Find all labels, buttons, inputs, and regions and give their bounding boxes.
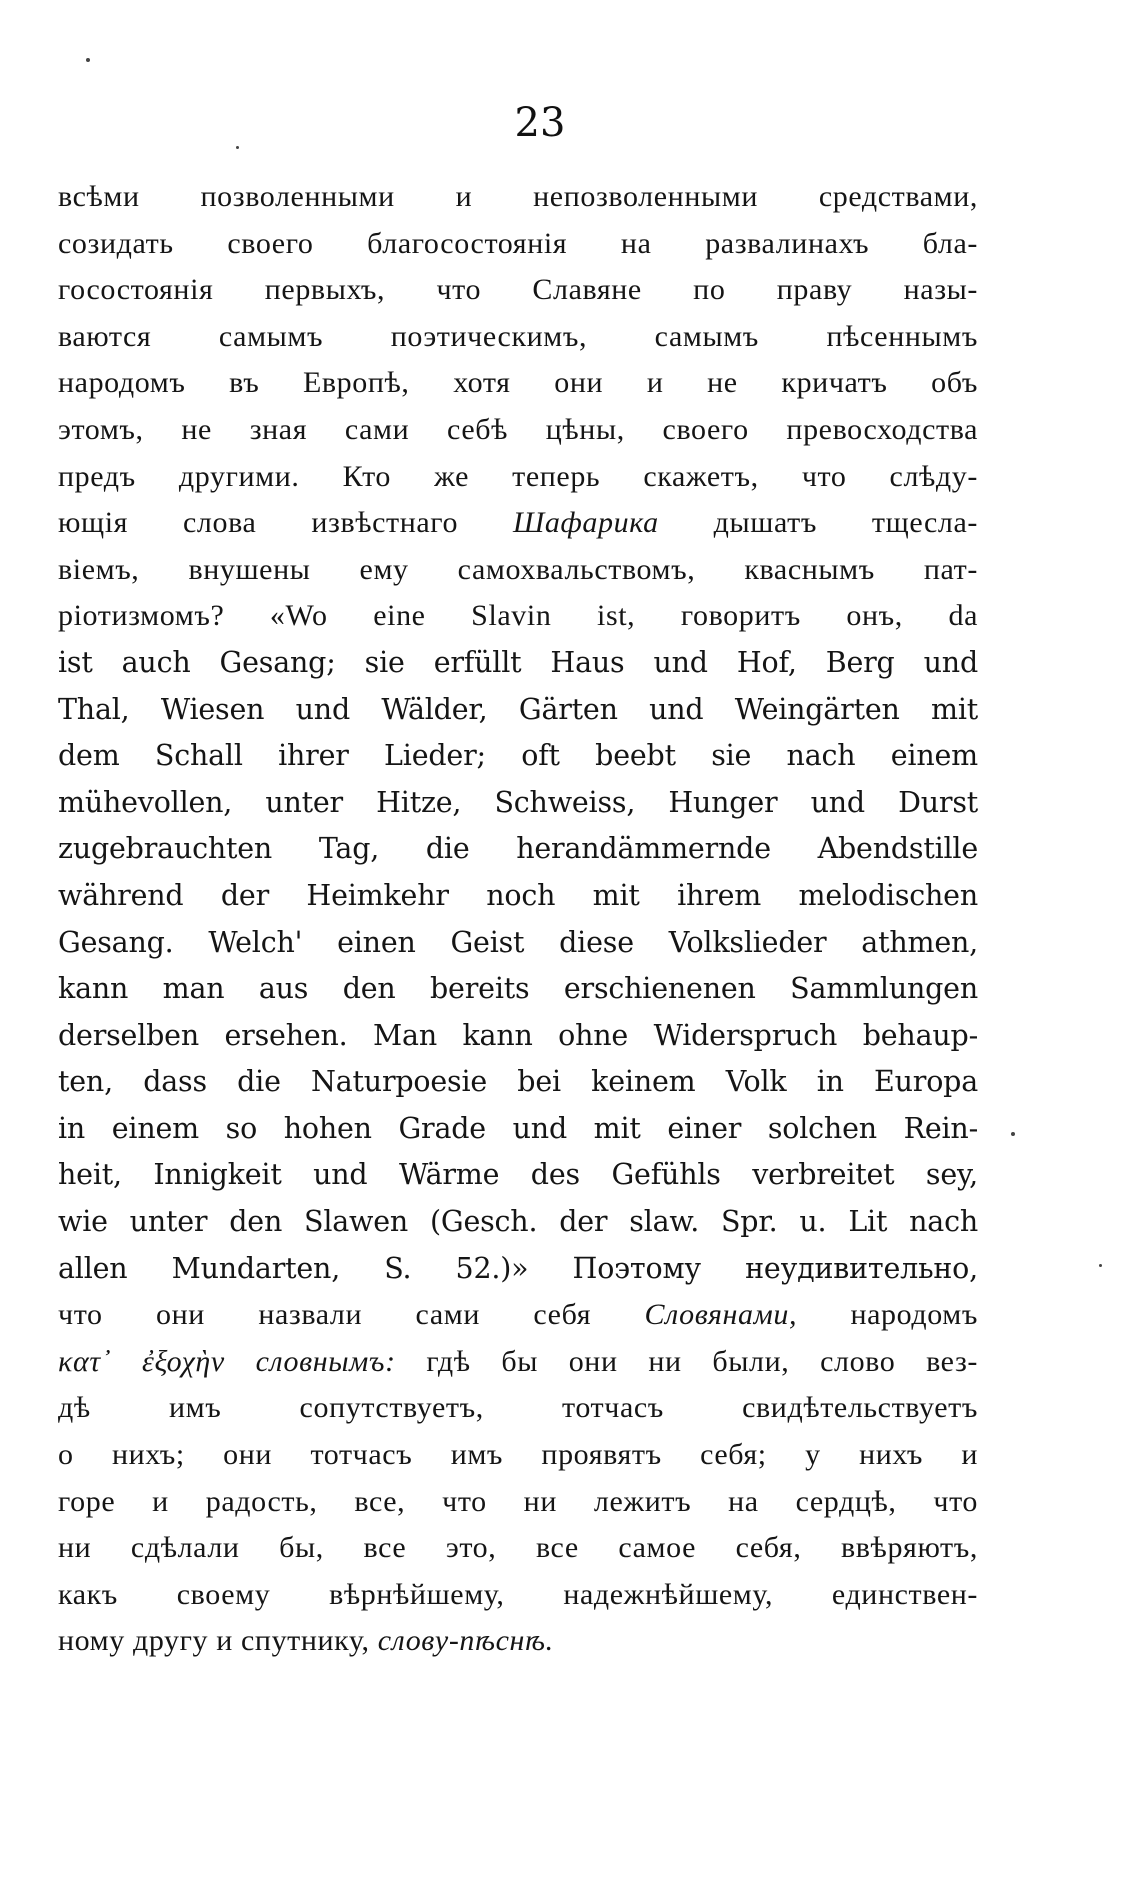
line-text: während der Heimkehr noch mit ihrem melodischen (58, 878, 978, 912)
italic-text: κατ᾽ ἐξοχὴν словнымъ: (58, 1344, 396, 1378)
line-text: ни сдѣлали бы, все это, все самое себя, ввѣряютъ, (58, 1531, 978, 1565)
line-text-continued: народомъ (797, 1298, 978, 1332)
line-text: Gesang. Welch' einen Geist diese Volkslieder athmen, (58, 925, 978, 959)
text-line (58, 1246, 978, 1293)
page-number: 23 (514, 100, 566, 146)
text-line (58, 1199, 978, 1246)
text-line (58, 640, 978, 687)
line-text: о нихъ; они тотчасъ имъ проявятъ себя; у нихъ и (58, 1438, 978, 1472)
print-speck (86, 58, 90, 62)
text-line (58, 360, 978, 407)
text-line (58, 1106, 978, 1153)
text-line (58, 593, 978, 640)
text-line (58, 687, 978, 734)
line-text: ному другу и спутнику, (58, 1624, 378, 1658)
text-line (58, 1432, 978, 1479)
text-line (58, 1152, 978, 1199)
text-line (58, 1385, 978, 1432)
line-text: derselben ersehen. Man kann ohne Widerspruch behaup- (58, 1018, 978, 1052)
text-line (58, 780, 978, 827)
text-line (58, 500, 978, 547)
text-line (58, 1525, 978, 1572)
line-text: allen Mundarten, S. 52.)» Поэтому неудивительно, (58, 1251, 978, 1285)
italic-text: Шафарика (513, 506, 659, 540)
line-text: госостоянія первыхъ, что Славяне по праву назы- (58, 273, 978, 307)
line-text: in einem so hohen Grade und mit einer solchen Rein- (58, 1111, 978, 1145)
body-text (58, 174, 978, 1665)
text-line (58, 267, 978, 314)
text-line (58, 1479, 978, 1526)
line-text: ten, dass die Naturpoesie bei keinem Volk in Europa (58, 1065, 978, 1099)
line-text: віемъ, внушены ему самохвальствомъ, кваснымъ пат- (58, 552, 978, 586)
line-text: созидать своего благосостоянія на развалинахъ бла- (58, 226, 978, 260)
text-line (58, 314, 978, 361)
text-line (58, 454, 978, 501)
line-text-continued: гдѣ бы они ни были, слово вез- (395, 1344, 978, 1378)
line-text: предъ другими. Кто же теперь скажетъ, что слѣду- (58, 459, 978, 493)
line-text: mühevollen, unter Hitze, Schweiss, Hunger und Durst (58, 785, 978, 819)
italic-text: Словянами, (644, 1298, 798, 1332)
text-line (58, 221, 978, 268)
text-line (58, 1339, 978, 1386)
text-line (58, 1013, 978, 1060)
text-line (58, 1572, 978, 1619)
print-speck (1099, 1264, 1102, 1267)
text-line (58, 1059, 978, 1106)
line-text: ющія слова извѣстнаго (58, 506, 514, 540)
italic-text: слову-пѣснѣ. (377, 1624, 554, 1658)
line-text: Thal, Wiesen und Wälder, Gärten und Weingärten mit (58, 692, 978, 726)
text-line (58, 407, 978, 454)
line-text: этомъ, не зная сами себѣ цѣны, своего превосходства (58, 412, 978, 446)
line-text: дѣ имъ сопутствуетъ, тотчасъ свидѣтельствуетъ (58, 1391, 978, 1425)
text-line (58, 1618, 978, 1665)
line-text: ваются самымъ поэтическимъ, самымъ пѣсеннымъ (58, 319, 978, 353)
line-text: горе и радость, все, что ни лежитъ на сердцѣ, что (58, 1484, 978, 1518)
text-line (58, 826, 978, 873)
line-text: что они назвали сами себя (58, 1298, 645, 1332)
line-text-continued: дышатъ тщесла- (658, 506, 978, 540)
print-speck (236, 146, 239, 149)
line-text: kann man aus den bereits erschienenen Sammlungen (58, 972, 978, 1006)
line-text: zugebrauchten Tag, die herandämmernde Abendstille (58, 832, 978, 866)
line-text: heit, Innigkeit und Wärme des Gefühls verbreitet sey, (58, 1158, 978, 1192)
line-text: народомъ въ Европѣ, хотя они и не кричатъ объ (58, 366, 978, 400)
print-speck (1011, 1132, 1015, 1136)
text-line (58, 733, 978, 780)
line-text: ist auch Gesang; sie erfüllt Haus und Hof, Berg und (58, 645, 978, 679)
line-text: ріотизмомъ? «Wo eine Slavin ist, говоритъ онъ, da (58, 599, 978, 633)
text-line (58, 920, 978, 967)
text-line (58, 966, 978, 1013)
line-text: dem Schall ihrer Lieder; oft beebt sie nach einem (58, 739, 978, 773)
line-text: всѣми позволенными и непозволенными средствами, (58, 180, 978, 213)
text-line (58, 547, 978, 594)
line-text: wie unter den Slawen (Gesch. der slaw. Spr. u. Lit nach (58, 1205, 978, 1239)
line-text: какъ своему вѣрнѣйшему, надежнѣйшему, единствен- (58, 1577, 978, 1611)
text-line (58, 1292, 978, 1339)
text-line (58, 174, 978, 221)
text-line (58, 873, 978, 920)
